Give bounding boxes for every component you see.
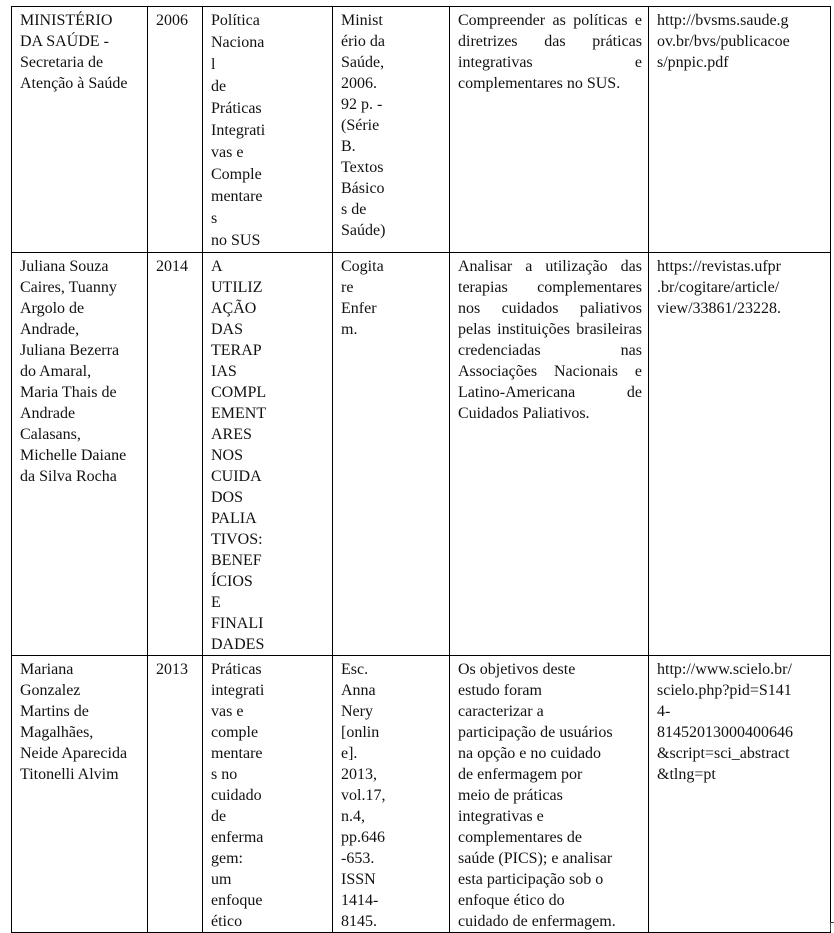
author-cell: Juliana Souza Caires, Tuanny Argolo de Andrade, Juliana Bezerra do Amaral, Maria Thais de Andrade Calasans, Michelle Daiane da Silva Rocha <box>12 253 148 656</box>
objective-cell: Os objetivos deste estudo foram caracterizar a participação de usuários na opção e no cuidado de enfermagem por meio de práticas integrativas e complementares de saúde (PICS); e analisar esta participação sob o enfoque ético do cuidado de enfermagem. <box>450 656 649 933</box>
title-cell: Práticas integrati vas e comple mentare s no cuidado de enferma gem: um enfoque ético <box>203 656 333 933</box>
author-cell: Mariana Gonzalez Martins de Magalhães, Neide Aparecida Titonelli Alvim <box>12 656 148 933</box>
link-cell[interactable]: http://bvsms.saude.g ov.br/bvs/publicacoe s/pnpic.pdf <box>649 7 831 253</box>
year-cell: 2014 <box>148 253 203 656</box>
table-row <box>12 253 831 656</box>
source-cell: Cogita re Enfer m. <box>333 253 450 656</box>
year-cell: 2006 <box>148 7 203 253</box>
title-cell: Política Naciona l de Práticas Integrati vas e Comple mentare s no SUS <box>203 7 333 253</box>
year-cell: 2013 <box>148 656 203 933</box>
source-cell: Minist ério da Saúde, 2006. 92 p. - (Série B. Textos Básico s de Saúde) <box>333 7 450 253</box>
author-cell: MINISTÉRIO DA SAÚDE - Secretaria de Atenção à Saúde <box>12 7 148 253</box>
objective-cell: Analisar a utilização das terapias complementares nos cuidados paliativos pelas instituições brasileiras credenciadas nas Associações Nacionais e Latino-Americana de Cuidados Paliativos. <box>450 253 649 656</box>
link-cell[interactable]: http://www.scielo.br/ scielo.php?pid=S141 4- 81452013000400646 &script=sci_abstract &tlng=pt <box>649 656 831 933</box>
link-cell[interactable]: https://revistas.ufpr .br/cogitare/article/ view/33861/23228. <box>649 253 831 656</box>
table-row <box>12 656 831 933</box>
source-cell: Esc. Anna Nery [onlin e]. 2013, vol.17, n.4, pp.646 -653. ISSN 1414- 8145. <box>333 656 450 933</box>
table-row <box>12 7 831 253</box>
references-table <box>11 6 831 933</box>
objective-cell: Compreender as políticas e diretrizes das práticas integrativas e complementares no SUS. <box>450 7 649 253</box>
title-cell: A UTILIZ AÇÃO DAS TERAP IAS COMPL EMENT ARES NOS CUIDA DOS PALIA TIVOS: BENEF ÍCIOS E FINALI DADES <box>203 253 333 656</box>
